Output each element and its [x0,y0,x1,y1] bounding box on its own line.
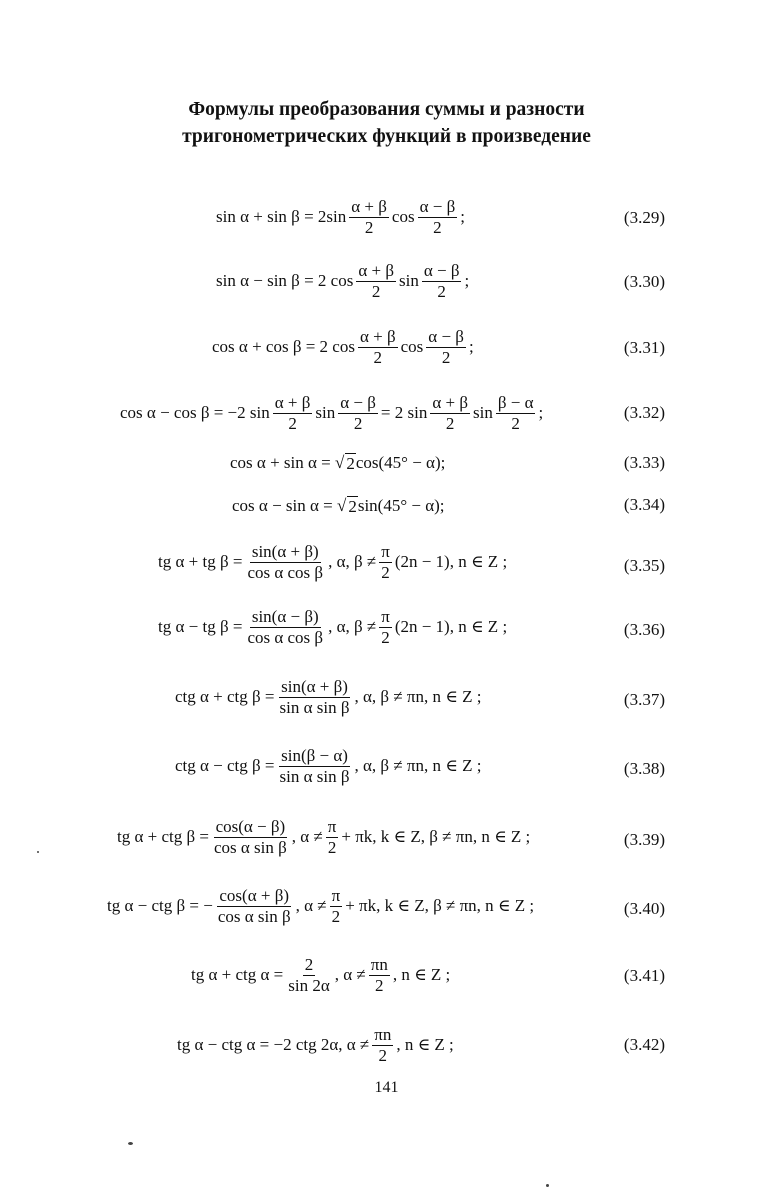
condition: , α, β ≠ πn, n ∈ Z ; [354,687,482,706]
fraction [278,746,352,786]
terminator: ; [460,207,465,226]
condition: (2n − 1), n ∈ Z ; [394,617,508,636]
numerator: πn [374,1024,392,1044]
denominator: 2 [378,1045,388,1065]
section-heading [0,96,773,150]
numerator: β − α [497,392,534,412]
formula-3-38 [175,741,481,791]
formula-number: (3.34) [623,495,665,514]
denominator: cos α cos β [247,562,324,582]
formula-3-29 [216,192,465,242]
formula-3-39 [117,812,530,862]
fraction [496,393,536,433]
denominator: sin 2α [288,975,330,995]
fraction [216,886,293,926]
formula-lhs: cos α − cos β = −2 sin [120,403,270,422]
formula-3-37 [175,672,481,722]
fraction [422,261,462,301]
formula-lhs: tg α + ctg β = [117,827,209,846]
fraction [245,607,325,647]
formula-3-41 [191,950,450,1000]
formula-number: (3.31) [623,338,665,357]
numerator: α + β [358,260,394,280]
denominator: 2 [327,837,337,857]
numerator: sin(α + β) [281,676,348,696]
formula-lhs: cos α + cos β = 2 cos [212,337,355,356]
denominator: 2 [373,347,383,367]
numerator: α + β [351,196,387,216]
fraction [379,607,392,647]
denominator: 2 [371,281,381,301]
formula-3-36 [158,602,507,652]
fraction [418,197,458,237]
terminator: ; [538,403,544,422]
formula-number: (3.32) [623,403,665,422]
denominator: 2 [381,562,390,582]
fraction [212,817,289,857]
numerator: α + β [359,326,396,346]
denominator: 2 [445,413,455,433]
fraction [369,955,390,995]
denominator: 2 [441,347,451,367]
formula-3-40 [107,881,534,931]
heading-line-2: тригонометрических функций в произведение [182,126,591,147]
denominator: 2 [353,413,363,433]
formula-number: (3.35) [623,556,665,575]
formula-lhs: tg α + ctg α = [191,965,284,984]
condition: , α, β ≠ [328,552,377,571]
numerator: πn [370,954,388,974]
numerator: π [331,885,341,905]
numerator: cos(α − β) [215,816,286,836]
terminator: ; [468,337,474,356]
denominator: 2 [288,413,297,433]
fraction [430,393,470,433]
numerator: π [327,816,337,836]
fraction [338,393,378,433]
function-name: sin [472,403,493,422]
formula-lhs: ctg α − ctg β = [175,756,275,775]
formula-number: (3.30) [623,272,665,291]
denominator: sin α sin β [279,766,350,786]
numerator: 2 [304,954,314,974]
formula-lhs: tg α − tg β = [158,617,243,636]
formula-number: (3.37) [623,690,665,709]
numerator: α − β [340,392,376,412]
function-name: sin [398,271,419,290]
fraction [330,886,343,926]
formula-lhs: cos α − sin α = [232,496,333,515]
numerator: sin(β − α) [281,745,348,765]
formula-number: (3.40) [623,899,665,918]
numerator: π [381,541,390,561]
numerator: α − β [428,326,464,346]
heading-line-1: Формулы преобразования суммы и разности [188,99,585,120]
numerator: π [381,606,390,626]
formula-number: (3.33) [623,453,665,472]
condition: , α ≠ [334,965,366,984]
fraction [372,1025,393,1065]
equals-part: = 2 sin [380,403,428,422]
numerator: α + β [274,392,311,412]
function-name: sin [315,403,336,422]
denominator: sin α sin β [279,697,350,717]
denominator: 2 [375,975,384,995]
terminator: ; [464,271,470,290]
denominator: 2 [437,281,446,301]
page-number: 141 [374,1079,399,1096]
denominator: 2 [381,627,390,647]
condition: , α, β ≠ πn, n ∈ Z ; [354,756,482,775]
condition: + πk, k ∈ Z, β ≠ πn, n ∈ Z ; [345,896,535,915]
formula-number: (3.36) [623,620,665,639]
fraction [273,393,313,433]
formula-3-31 [212,322,474,372]
formula-number: (3.39) [623,830,665,849]
formula-lhs: ctg α + ctg β = [175,687,275,706]
formula-lhs: tg α − ctg α = −2 ctg 2α, α ≠ [177,1035,370,1054]
condition: , n ∈ Z ; [396,1035,454,1054]
numerator: α − β [419,196,456,216]
formula-3-30 [216,256,469,306]
numerator: cos(α + β) [219,885,290,905]
formula-lhs: sin α + sin β = 2sin [216,207,347,226]
formula-rest: sin(45° − α); [357,496,445,515]
fraction [379,542,392,582]
fraction [286,955,332,995]
numerator: α − β [423,260,460,280]
fraction [326,817,339,857]
condition: (2n − 1), n ∈ Z ; [394,552,508,571]
numerator: sin(α + β) [251,541,319,561]
formula-3-35 [158,537,507,587]
condition: , α ≠ [291,827,323,846]
sqrt-icon: √ [335,453,345,472]
scan-speck [37,851,39,853]
denominator: 2 [433,217,442,237]
formula-number: (3.38) [623,759,665,778]
numerator: α + β [432,392,468,412]
fraction [349,197,389,237]
fraction [278,677,352,717]
formula-number: (3.29) [623,208,665,227]
formula-number: (3.41) [623,966,665,985]
denominator: 2 [331,906,341,926]
radicand: 2 [346,453,355,473]
formula-3-42 [177,1020,454,1070]
denominator: cos α sin β [217,906,291,926]
formula-lhs: tg α − ctg β = − [107,896,213,915]
formula-lhs: tg α + tg β = [158,552,243,571]
formula-rest: cos(45° − α); [355,453,446,472]
denominator: cos α sin β [213,837,287,857]
formula-number: (3.42) [623,1035,665,1054]
condition: , α, β ≠ [328,617,377,636]
denominator: 2 [511,413,520,433]
fraction [356,261,396,301]
fraction [426,327,466,367]
formula-3-34 [232,481,445,531]
function-name: cos [391,207,415,226]
formula-lhs: cos α + sin α = [230,453,331,472]
fraction [358,327,398,367]
sqrt-icon: √ [337,496,347,515]
formula-3-32 [120,388,543,438]
function-name: cos [400,337,424,356]
condition: + πk, k ∈ Z, β ≠ πn, n ∈ Z ; [341,827,531,846]
condition: , α ≠ [295,896,327,915]
radicand: 2 [348,496,357,516]
numerator: sin(α − β) [251,606,319,626]
fraction [245,542,325,582]
scan-speck [546,1184,549,1187]
denominator: cos α cos β [247,627,324,647]
denominator: 2 [364,217,374,237]
formula-lhs: sin α − sin β = 2 cos [216,271,354,290]
condition: , n ∈ Z ; [392,965,451,984]
scan-speck [128,1142,133,1145]
